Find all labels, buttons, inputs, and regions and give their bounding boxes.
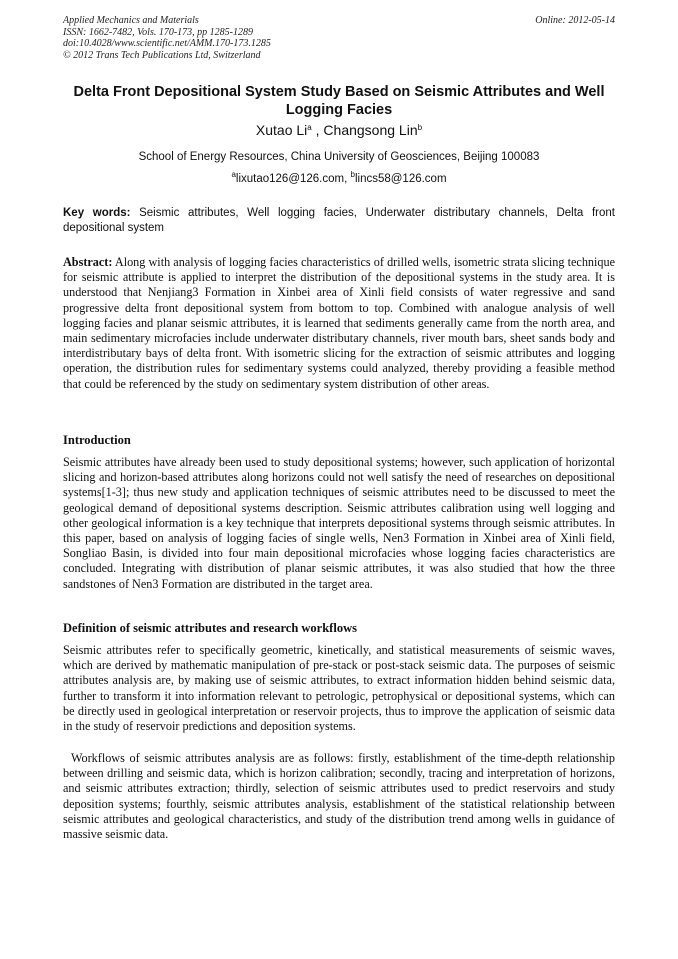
online-date: Online: 2012-05-14: [535, 15, 615, 26]
authors-line: [50, 121, 628, 139]
definition-paragraph-1: Seismic attributes refer to specifically geometric, kinetically, and statistical measurements of seismic waves, which are derived by mathematic manipulation of pre-stack or post-stack seismic data. The purposes of seismic attributes analysis are, by making use of seismic attributes, to extract information hidden behind seismic data, further to transform it into information relevant to petrologic, petrophysical or depositional systems, which can be directly used in geological interpretation or reservoir projects, thus to improve the application of seismic data in the study of reservoir predictions and deposition systems.: [63, 643, 615, 734]
keywords: [63, 206, 615, 236]
keywords-text: Seismic attributes, Well logging facies, Underwater distributary channels, Delta front depositional system: [63, 207, 615, 234]
author-separator: ,: [311, 122, 324, 138]
introduction-text: Seismic attributes have already been used to study depositional systems; however, such application of horizontal slicing and horizon-based attributes along horizons could not well satisfy the need of researches on depositional systems[1-3]; thus new study and application techniques of seismic attributes need to be discussed to meet the geological demand of depositional systems description. Seismic attributes calibration using well logging and other geological information is a key technique that interprets depositional systems through seismic attributes. In this paper, based on analysis of logging facies of single wells, Nen3 Formation in Xinbei area of Xinli field, Songliao Basin, is divided into four main depositional microfacies whose logging facies characteristics are concluded. Integrating with distribution of planar seismic attributes, it was also studied that how the three sandstones of Nen3 Formation are distributed in the target area.: [63, 455, 615, 591]
keywords-label: Key words:: [63, 207, 131, 219]
doi-line: doi:10.4028/www.scientific.net/AMM.170-173.1285: [63, 38, 271, 49]
email-1-sup: a: [231, 170, 236, 179]
affiliation: School of Energy Resources, China University of Geosciences, Beijing 100083: [138, 151, 540, 163]
definition-paragraph-2: Workflows of seismic attributes analysis are as follows: firstly, establishment of the time-depth relationship between drilling and seismic data, which is horizon calibration; secondly, tracing and interpretation of horizons, and seismic attributes extraction; thirdly, selection of seismic attributes used to predict reservoirs and study deposition systems; fourthly, seismic attributes analysis, establishment of the statistical relationship between seismic attributes and geological characteristics, and study of the distribution trend among wells in guidance of massive seismic data.: [63, 751, 615, 842]
journal-header: [63, 15, 615, 61]
author-1: Xutao Li: [255, 122, 308, 138]
copyright-line: © 2012 Trans Tech Publications Ltd, Switzerland: [63, 49, 261, 61]
abstract-label: Abstract:: [63, 255, 113, 269]
abstract: [63, 255, 615, 392]
email-1[interactable]: lixutao126@126.com,: [235, 173, 351, 185]
email-2-sup: b: [350, 170, 355, 179]
introduction-heading: Introduction: [63, 433, 131, 447]
author-1-sup: a: [307, 123, 312, 132]
paper-title: Delta Front Depositional System Study Based on Seismic Attributes and Well Logging Facies: [73, 84, 605, 118]
emails-line: [50, 172, 628, 187]
author-2: Changsong Lin: [323, 122, 418, 138]
email-2[interactable]: lincs58@126.com: [354, 173, 447, 185]
definition-heading: Definition of seismic attributes and research workflows: [63, 621, 357, 635]
issn-line: ISSN: 1662-7482, Vols. 170-173, pp 1285-1289: [63, 26, 253, 38]
author-2-sup: b: [417, 123, 423, 132]
journal-name: Applied Mechanics and Materials: [63, 15, 199, 26]
abstract-text: Along with analysis of logging facies characteristics of drilled wells, isometric strata slicing technique for seismic attribute is applied to interpret the distribution of the depositional systems in the study area. It is understood that Nenjiang3 Formation in Xinbei area of Xinli field consists of water regressive and sand progressive delta front depositional system from bottom to top. Combined with analogue analysis of well logging facies and planar seismic attributes, it is learned that sediments generally came from the north area, and main sedimentary microfacies include underwater distributary channels, river mouth bars, sheet sands body and interdistributary bays of delta front. With isometric slicing for the extraction of seismic attributes and logging operation, the distribution rules for sedimentary systems could analyzed, thereby providing a feasible method that could be referenced by the study on sedimentary system distribution of other areas.: [63, 255, 615, 391]
